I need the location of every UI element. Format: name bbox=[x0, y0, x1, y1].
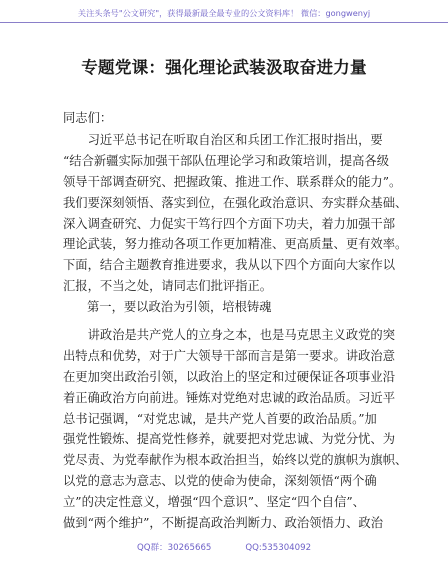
top-banner bbox=[0, 8, 448, 23]
paragraph-line: 我们要深刻领悟、落实到位，在强化政治意识、夯实群众基础、 bbox=[63, 195, 408, 210]
footer bbox=[0, 541, 448, 553]
paragraph-1 bbox=[63, 130, 407, 297]
paragraph-line: 党尽责、为党奉献作为根本政治担当，始终以党的旗帜为旗帜、 bbox=[63, 453, 408, 468]
paragraph-line: 汇报，不当之处，请同志们批评指正。 bbox=[63, 279, 273, 294]
paragraph-line: 讲政治是共产党人的立身之本，也是马克思主义政党的突 bbox=[63, 328, 396, 342]
footer-qq: QQ:535304092 bbox=[245, 543, 312, 553]
paragraph-line: 下面，结合主题教育推进要求，我从以下四个方面向大家作以 bbox=[63, 258, 396, 273]
paragraph-line: 总书记强调，“对党忠诚，是共产党人首要的政治品质。”加 bbox=[63, 411, 377, 426]
paragraph-line: 理论武装，努力推动各项工作更加精准、更高质量、更有效率。 bbox=[63, 237, 408, 252]
greeting: 同志们： bbox=[63, 111, 113, 125]
paragraph-line: 出特点和优势，对于广大领导干部而言是第一要求。讲政治意 bbox=[63, 348, 396, 363]
paragraph-2 bbox=[63, 325, 407, 534]
paragraph-line: “结合新疆实际加强干部队伍理论学习和政策培训，提高各级 bbox=[63, 153, 390, 168]
paragraph-line: 立”的决定性意义，增强“四个意识”、坚定“四个自信”、 bbox=[63, 495, 365, 510]
paragraph-line: 以党的意志为意志、以党的使命为使命，深刻领悟“两个确 bbox=[63, 474, 377, 489]
paragraph-line: 强党性锻炼、提高党性修养，就要把对党忠诚、为党分忧、为 bbox=[63, 432, 396, 447]
section-heading: 第一，要以政治为引领，培根铸魂 bbox=[87, 300, 272, 314]
paragraph-line: 在更加突出政治引领，以政治上的坚定和过硬保证各项事业沿 bbox=[63, 369, 396, 384]
banner-text: 关注头条号"公文研究"，获得最新最全最专业的公文资料库！ 微信：gongwenyj bbox=[77, 8, 371, 18]
paragraph-line: 着正确政治方向前进。锤炼对党绝对忠诚的政治品质。习近平 bbox=[63, 390, 396, 405]
paragraph-line: 领导干部调查研究、把握政策、推进工作、联系群众的能力”。 bbox=[63, 174, 402, 189]
paragraph-line: 习近平总书记在听取自治区和兵团工作汇报时指出，要 bbox=[63, 133, 383, 147]
document-title: 专题党课：强化理论武装汲取奋进力量 bbox=[81, 57, 367, 77]
paragraph-line: 深入调查研究、力促实干笃行四个方面下功夫，着力加强干部 bbox=[63, 216, 396, 231]
paragraph-line: 做到“两个维护”，不断提高政治判断力、政治领悟力、政治 bbox=[63, 516, 383, 531]
footer-qq-group: QQ群：30265665 bbox=[136, 543, 212, 553]
